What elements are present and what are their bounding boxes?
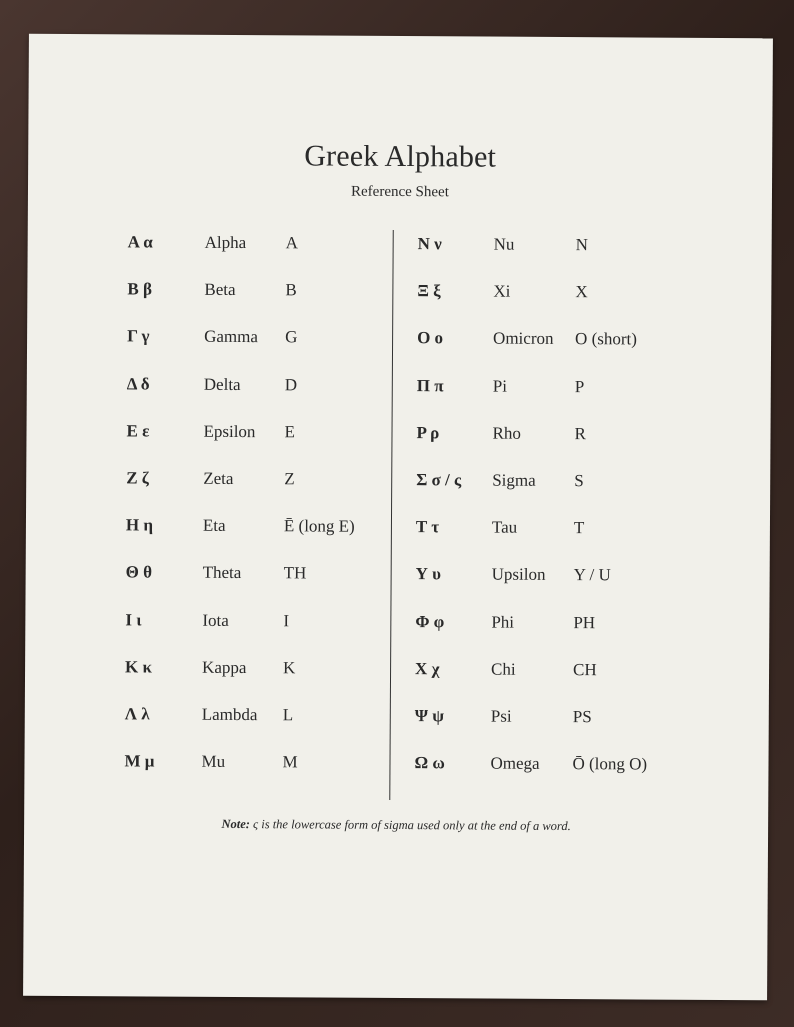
latin-transliteration: PH bbox=[573, 612, 596, 632]
letter-name: Omega bbox=[490, 753, 540, 773]
latin-transliteration: B bbox=[285, 280, 297, 300]
right-letter-column bbox=[414, 230, 648, 796]
latin-transliteration: N bbox=[575, 235, 589, 255]
left-letter-column bbox=[124, 228, 355, 794]
latin-transliteration: P bbox=[574, 376, 585, 396]
letter-name: Omicron bbox=[493, 328, 554, 349]
letter-name: Eta bbox=[202, 515, 226, 536]
latin-transliteration: Z bbox=[284, 469, 295, 489]
note-text: ς is the lowercase form of sigma used only at the end of a word. bbox=[249, 817, 571, 834]
latin-transliteration: T bbox=[573, 518, 585, 538]
page-title: Greek Alphabet bbox=[304, 139, 497, 174]
latin-transliteration: A bbox=[285, 233, 299, 253]
greek-letter-glyph: Τ τ bbox=[415, 517, 440, 537]
letter-name: Pi bbox=[492, 376, 508, 396]
letter-name: Rho bbox=[492, 423, 521, 443]
letter-name: Iota bbox=[202, 610, 229, 630]
latin-transliteration: L bbox=[282, 705, 294, 725]
greek-letter-glyph: Π π bbox=[416, 375, 444, 395]
latin-transliteration: Ē (long E) bbox=[283, 516, 355, 536]
letter-name: Zeta bbox=[203, 468, 234, 488]
latin-transliteration: D bbox=[284, 374, 298, 394]
greek-letter-glyph: Α α bbox=[127, 232, 153, 252]
letter-name: Mu bbox=[201, 751, 226, 772]
letter-name: Psi bbox=[490, 706, 512, 726]
greek-letter-glyph: Ν ν bbox=[417, 234, 442, 254]
note-label: Note: bbox=[221, 816, 250, 832]
letter-name: Upsilon bbox=[491, 564, 546, 585]
latin-transliteration: K bbox=[283, 657, 296, 678]
latin-transliteration: E bbox=[284, 422, 295, 442]
latin-transliteration: TH bbox=[283, 563, 307, 583]
greek-letter-glyph: Υ υ bbox=[415, 564, 442, 584]
latin-transliteration: X bbox=[575, 282, 588, 302]
letter-name: Tau bbox=[491, 517, 518, 537]
latin-transliteration: CH bbox=[573, 659, 597, 679]
greek-letter-glyph: Ρ ρ bbox=[416, 422, 440, 443]
column-divider bbox=[389, 230, 393, 800]
letter-name: Delta bbox=[203, 374, 241, 394]
greek-letter-glyph: Φ φ bbox=[415, 611, 445, 631]
latin-transliteration: O (short) bbox=[575, 329, 638, 349]
letter-name: Lambda bbox=[201, 704, 258, 725]
greek-letter-glyph: Κ κ bbox=[125, 657, 153, 677]
greek-letter-glyph: Ο ο bbox=[417, 328, 444, 348]
greek-letter-glyph: Γ γ bbox=[127, 326, 150, 346]
greek-letter-glyph: Η η bbox=[125, 515, 154, 535]
letter-name: Gamma bbox=[204, 327, 258, 347]
latin-transliteration: G bbox=[285, 327, 298, 347]
letter-name: Nu bbox=[493, 234, 515, 254]
letter-name: Phi bbox=[491, 612, 515, 632]
greek-letter-glyph: Λ λ bbox=[124, 704, 150, 724]
letter-name: Xi bbox=[493, 281, 511, 301]
latin-transliteration: S bbox=[574, 471, 584, 491]
latin-transliteration: Y / U bbox=[573, 565, 611, 585]
letter-name: Sigma bbox=[492, 470, 536, 490]
letter-name: Chi bbox=[491, 659, 516, 679]
greek-letter-glyph: Μ μ bbox=[124, 751, 155, 771]
greek-letter-glyph: Ι ι bbox=[125, 609, 142, 629]
greek-letter-glyph: Β β bbox=[127, 279, 152, 299]
greek-letter-glyph: Ζ ζ bbox=[126, 468, 149, 488]
greek-letter-glyph: Ψ ψ bbox=[414, 705, 445, 726]
greek-letter-glyph: Ξ ξ bbox=[417, 281, 441, 301]
page-subtitle: Reference Sheet bbox=[350, 183, 449, 201]
letter-name: Epsilon bbox=[203, 421, 256, 441]
sigma-note bbox=[24, 816, 768, 836]
latin-transliteration: PS bbox=[572, 706, 592, 727]
greek-letter-glyph: Σ σ / ς bbox=[416, 470, 462, 490]
letter-name: Alpha bbox=[204, 232, 247, 253]
reference-sheet-paper bbox=[23, 34, 773, 1001]
latin-transliteration: Ō (long O) bbox=[572, 754, 648, 774]
letter-name: Theta bbox=[202, 563, 242, 583]
latin-transliteration: R bbox=[574, 423, 586, 443]
letter-name: Kappa bbox=[202, 657, 247, 677]
latin-transliteration: I bbox=[283, 610, 290, 630]
greek-letter-glyph: Ε ε bbox=[126, 421, 150, 441]
latin-transliteration: M bbox=[282, 752, 298, 772]
greek-letter-glyph: Ω ω bbox=[414, 753, 445, 773]
greek-letter-glyph: Δ δ bbox=[126, 373, 150, 394]
greek-letter-glyph: Χ χ bbox=[415, 658, 440, 678]
letter-name: Beta bbox=[204, 280, 236, 300]
greek-letter-glyph: Θ θ bbox=[125, 562, 153, 582]
